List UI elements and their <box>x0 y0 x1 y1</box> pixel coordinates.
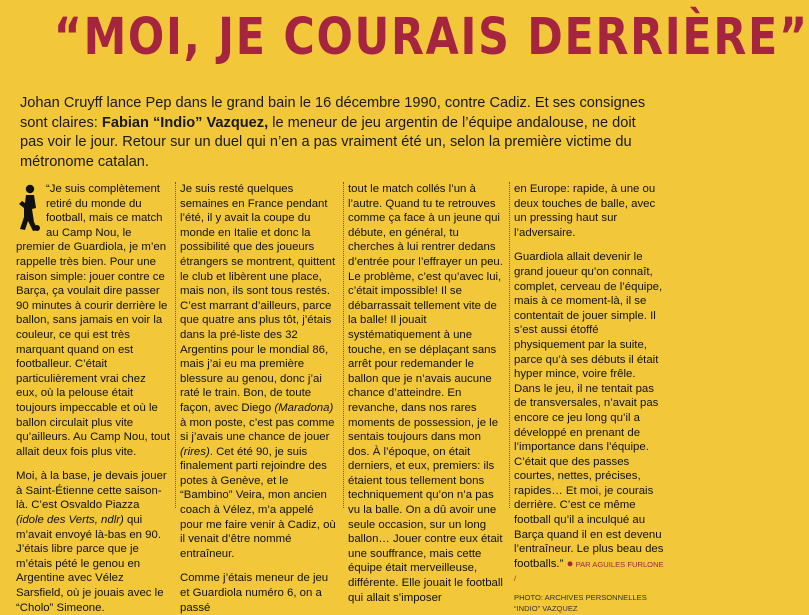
page-title: “MOI, JE COURAIS DERRIÈRE” <box>53 8 809 67</box>
lead-text-2: le meneur de jeu argentin de l’équipe andalouse, ne doit pas voir le jour. Retour sur un duel qui n’en a pas vraiment été un, selon la première victime du métronome catalan. <box>20 114 636 170</box>
lead-text-1: Johan Cruyff lance Pep dans le grand bain le 16 décembre 1990, contre Cadiz. Et ses consignes sont claires: <box>20 95 646 131</box>
column-1-paragraph-2 <box>16 469 170 615</box>
player-silhouette-icon <box>16 184 42 232</box>
text-run: . Cet été 90, je suis finalement parti rejoindre des potes à Genève, et le “Bambino” Veira, mon ancien coach à Vélez, m’a appelé pour me faire venir à Cadiz, où il venait d’être nommé entraîneur. <box>180 445 336 560</box>
column-4-paragraph-2 <box>514 250 664 586</box>
column-3 <box>348 182 504 604</box>
column-divider <box>509 182 510 508</box>
text-run: Je suis resté quelques semaines en France pendant l’été, il y avait la coupe du monde en Italie et donc la possibilité que des joueurs étrangers se montrent, quittent le club et libèrent une place, mais non, ils sont tous restés. C’est marrant d’ailleurs, parce que quatre ans plus tôt, j’étais dans la pré-liste des 32 Argentins pour le mondial 86, mais j’ai eu ma première blessure au genou, donc j’ai raté le train. Bon, de toute façon, avec Diego <box>180 183 336 414</box>
column-3-paragraph-1: tout le match collés l’un à l’autre. Quand tu te retrouves comme ça face à un jeune qui débute, en général, tu cherches à lui rentrer dedans d’entrée pour l’effrayer un peu. Le problème, c’est qu’avec lui, c’était impossible! Il se débarrassait tellement vite de la balle! Il jouait systématiquement à une touche, en se déplaçant sans arrêt pour redemander le ballon que je n’avais aucune chance d’atteindre. En revanche, dans nos rares moments de possession, je le sentais toujours dans mon dos. À l’époque, on était derniers, et eux, premiers: ils étaient tous tellement bons techniquement qu’on n’a pas vu la balle. On a dû avoir une seule occasion, sur un long ballon… Jouer contre eux était une souffrance, mais cette équipe était merveilleuse, différente. Elle jouait le football qui allait s’imposer <box>348 183 503 604</box>
column-1 <box>16 182 170 614</box>
end-mark-icon: ● <box>566 557 574 570</box>
column-divider <box>175 182 176 508</box>
text-run: Guardiola allait devenir le grand joueur qu’on connaît, complet, cerveau de l’équipe, mais à ce moment-là, il se contentait de jouer simple. Il s’est aussi étoffé physiquement par la suite, parce qu’à ses débuts il était hyper mince, voire frêle. Dans le jeu, il ne tentait pas de transversales, n’avait pas encore ce jeu long qu’il a développé en prenant de l’importance dans l’équipe. C’était que des passes courtes, nettes, précises, rapides… Et moi, je courais derrière. C’est ce même football qu’il a inculqué au Barça quand il en est devenu l’entraîneur. Le plus beau des footballs.” <box>514 251 664 570</box>
byline: PAR AGUILES FURLONE / <box>514 559 664 584</box>
text-run: à mon poste, c’est pas comme si j’avais une chance de jouer <box>180 416 335 444</box>
column-divider <box>343 182 344 508</box>
column-2 <box>180 182 338 614</box>
lead-player-name: Fabian “Indio” Vazquez, <box>101 114 269 131</box>
text-run-italic: (rires) <box>180 445 210 458</box>
lead-paragraph <box>20 94 656 172</box>
column-2-paragraph-2: Comme j’étais meneur de jeu et Guardiola numéro 6, on a passé <box>180 572 329 614</box>
text-run: qui m’avait envoyé là-bas en 90. J’étais libre parce que je m’étais pété le genou en Argentine avec Vélez Sarsfield, où je jouais avec le “Cholo” Simeone. <box>16 514 164 614</box>
column-4 <box>514 182 664 614</box>
column-2-paragraph-1 <box>180 182 338 561</box>
photo-credit: PHOTO: ARCHIVES PERSONNELLES “INDIO” VAZQUEZ <box>514 593 647 614</box>
column-1-paragraph-1: “Je suis complètement retiré du monde du football, mais ce match au Camp Nou, le premier de Guardiola, je m’en rappelle très bien. Pour une raison simple: jouer contre ce Barça, ça voulait dire passer 90 minutes à courir derrière le ballon, sans jamais en voir la couleur, ce qui est très marquant quand on est footballeur. C’était particulièrement vrai chez eux, où la pelouse était toujours impeccable et où le ballon circulait plus vite qu’ailleurs. Au Camp Nou, tout allait deux fois plus vite. <box>16 183 170 458</box>
article-columns <box>16 182 664 614</box>
column-4-paragraph-1: en Europe: rapide, à une ou deux touches de balle, avec un pressing haut sur l’adversaire. <box>514 183 656 239</box>
text-run-italic: (idole des Verts, ndlr) <box>16 514 124 527</box>
text-run: Moi, à la base, je devais jouer à Saint-Étienne cette saison-là. C’est Osvaldo Piazza <box>16 470 167 512</box>
text-run-italic: (Maradona) <box>274 401 334 414</box>
